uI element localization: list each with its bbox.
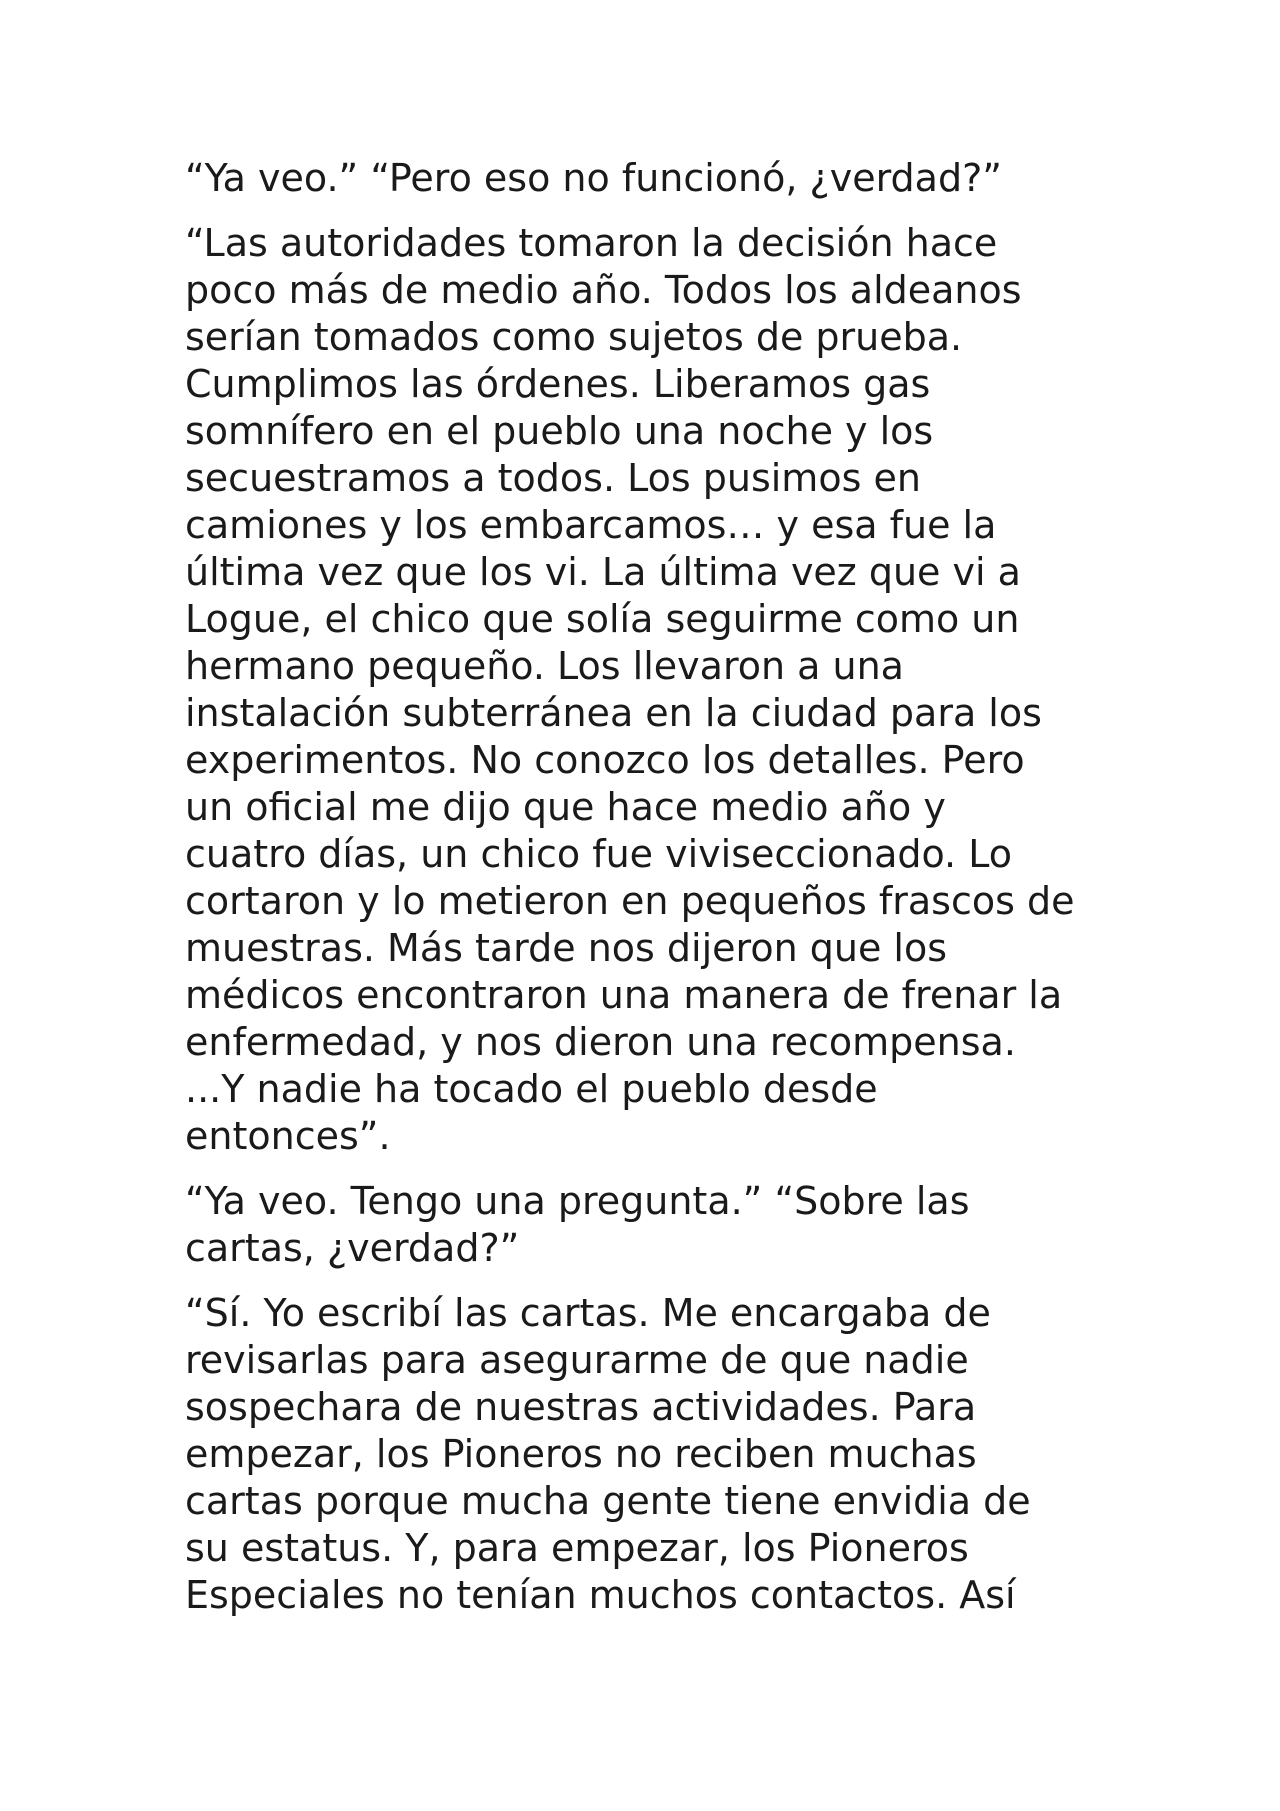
paragraph-3: “Ya veo. Tengo una pregunta.” “Sobre las cartas, ¿verdad?” [185, 1179, 970, 1270]
paragraph-1: “Ya veo.” “Pero eso no funcionó, ¿verdad?” [185, 156, 1002, 200]
body-text [185, 155, 1145, 1637]
paragraph-2: “Las autoridades tomaron la decisión hace poco más de medio año. Todos los aldeanos serían tomados como sujetos de prueba. Cumplimos las órdenes. Liberamos gas somnífero en el pueblo una noche y los secuestramos a todos. Los pusimos en camiones y los embarcamos… y esa fue la última vez que los vi. La última vez que vi a Logue, el chico que solía seguirme como un hermano pequeño. Los llevaron a una instalación subterránea en la ciudad para los experimentos. No conozco los detalles. Pero un oficial me dijo que hace medio año y cuatro días, un chico fue viviseccionado. Lo cortaron y lo metieron en pequeños frascos de muestras. Más tarde nos dijeron que los médicos encontraron una manera de frenar la enfermedad, y nos dieron una recompensa. ...Y nadie ha tocado el pueblo desde entonces”. [185, 221, 1075, 1158]
paragraph-4: “Sí. Yo escribí las cartas. Me encargaba de revisarlas para asegurarme de que nadie sospechara de nuestras actividades. Para empezar, los Pioneros no reciben muchas cartas porque mucha gente tiene envidia de su estatus. Y, para empezar, los Pioneros Especiales no tenían muchos contactos. Así [185, 1291, 1031, 1617]
